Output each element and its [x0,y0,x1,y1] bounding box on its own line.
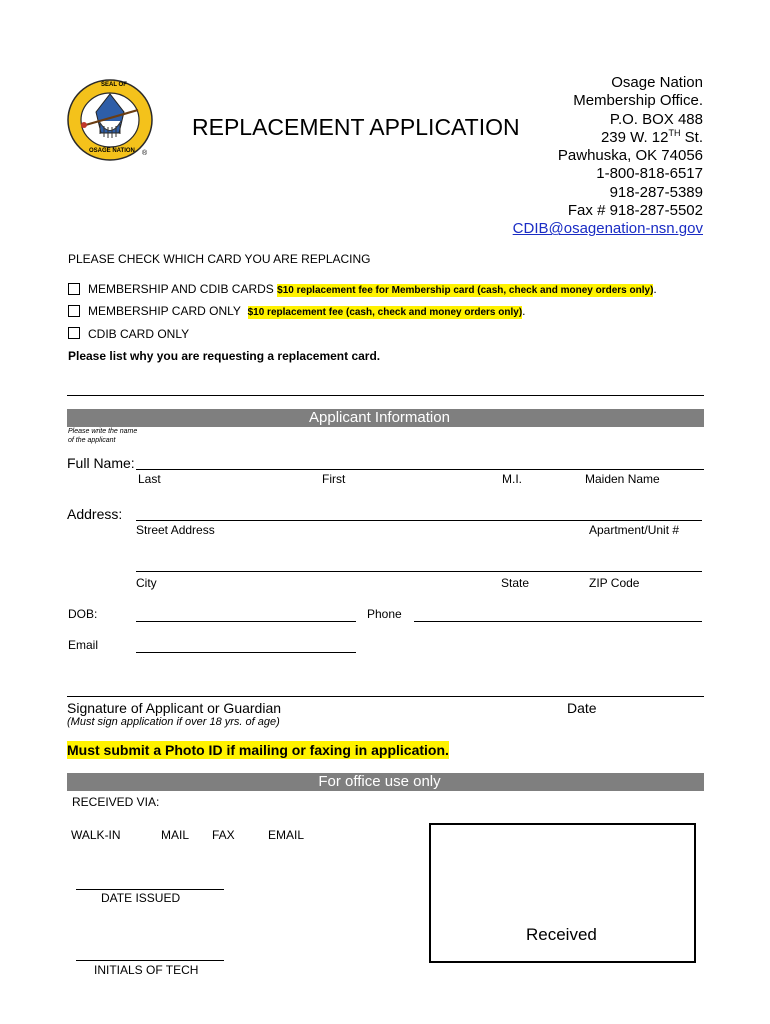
apartment-label: Apartment/Unit # [589,523,680,537]
registered-mark: ® [142,150,148,157]
full-name-label: Full Name: [67,455,135,471]
fee-note-highlight: $10 replacement fee for Membership card (cash, check and money orders only) [277,285,654,296]
office-fax: Fax # 918-287-5502 [567,202,703,220]
checkbox-membership-and-cdib[interactable] [68,283,80,295]
office-use-section-header: For office use only [67,773,704,791]
office-city: Pawhuska, OK 74056 [557,147,703,165]
method-email: EMAIL [268,828,305,842]
maiden-name-label: Maiden Name [585,472,660,486]
dob-field[interactable] [136,621,356,622]
phone-field[interactable] [414,621,702,622]
office-address-block [513,74,703,239]
office-street: 239 W. 12TH St. [600,127,703,146]
fee-note-highlight: $10 replacement fee (cash, check and money orders only) [247,307,523,318]
last-name-label: Last [138,472,161,486]
received-stamp-box [429,823,696,963]
full-name-field[interactable] [136,469,704,470]
date-label: Date [567,700,597,716]
office-toll-free: 1-800-818-6517 [596,165,703,183]
checkbox-cdib-only[interactable] [68,327,80,339]
street-address-label: Street Address [136,523,215,537]
office-po-box: P.O. BOX 488 [609,110,703,128]
first-name-label: First [322,472,346,486]
phone-label: Phone [367,607,402,621]
card-prompt: PLEASE CHECK WHICH CARD YOU ARE REPLACING [68,252,371,266]
email-label: Email [68,638,99,652]
office-name: Osage Nation [611,74,703,91]
office-phone: 918-287-5389 [609,183,703,201]
applicant-section-header: Applicant Information [67,409,704,427]
initials-line[interactable] [76,960,224,961]
method-fax: FAX [212,828,235,842]
signature-line[interactable] [67,696,704,697]
city-label: City [136,576,157,590]
city-state-zip-field[interactable] [136,571,702,572]
date-issued-label: DATE ISSUED [101,891,181,905]
option-membership-and-cdib: MEMBERSHIP AND CDIB CARDS $10 replacement fee for Membership card (cash, check and money orders only). [88,282,657,296]
applicant-note: Please write the name of the applicant [68,428,138,444]
signature-label: Signature of Applicant or Guardian [67,700,282,716]
state-label: State [501,576,530,590]
checkbox-membership-only[interactable] [68,305,80,317]
zip-label: ZIP Code [589,576,640,590]
method-mail: MAIL [161,828,190,842]
form-title: REPLACEMENT APPLICATION [192,114,520,140]
initials-label: INITIALS OF TECH [94,963,199,977]
option-membership-only: MEMBERSHIP CARD ONLY $10 replacement fee (cash, check and money orders only). [88,304,526,318]
dob-label: DOB: [68,607,98,621]
option-cdib-only: CDIB CARD ONLY [88,327,190,341]
received-via-label: RECEIVED VIA: [72,795,160,809]
reason-line[interactable] [67,395,704,396]
email-field[interactable] [136,652,356,653]
middle-initial-label: M.I. [502,472,522,486]
method-walk-in: WALK-IN [71,828,121,842]
photo-id-notice: Must submit a Photo ID if mailing or faxing in application. [67,742,449,758]
osage-nation-seal-logo [66,78,156,162]
office-email-link[interactable]: CDIB@osagenation-nsn.gov [512,220,703,238]
signature-note: (Must sign application if over 18 yrs. of age) [67,716,280,728]
seal-top-text: SEAL OF [101,82,127,88]
office-department: Membership Office. [573,92,703,110]
received-label: Received [526,925,597,944]
street-address-field[interactable] [136,520,702,521]
date-issued-line[interactable] [76,889,224,890]
reason-prompt: Please list why you are requesting a replacement card. [68,349,381,363]
address-label: Address: [67,506,123,522]
seal-bottom-text: OSAGE NATION [89,148,135,154]
